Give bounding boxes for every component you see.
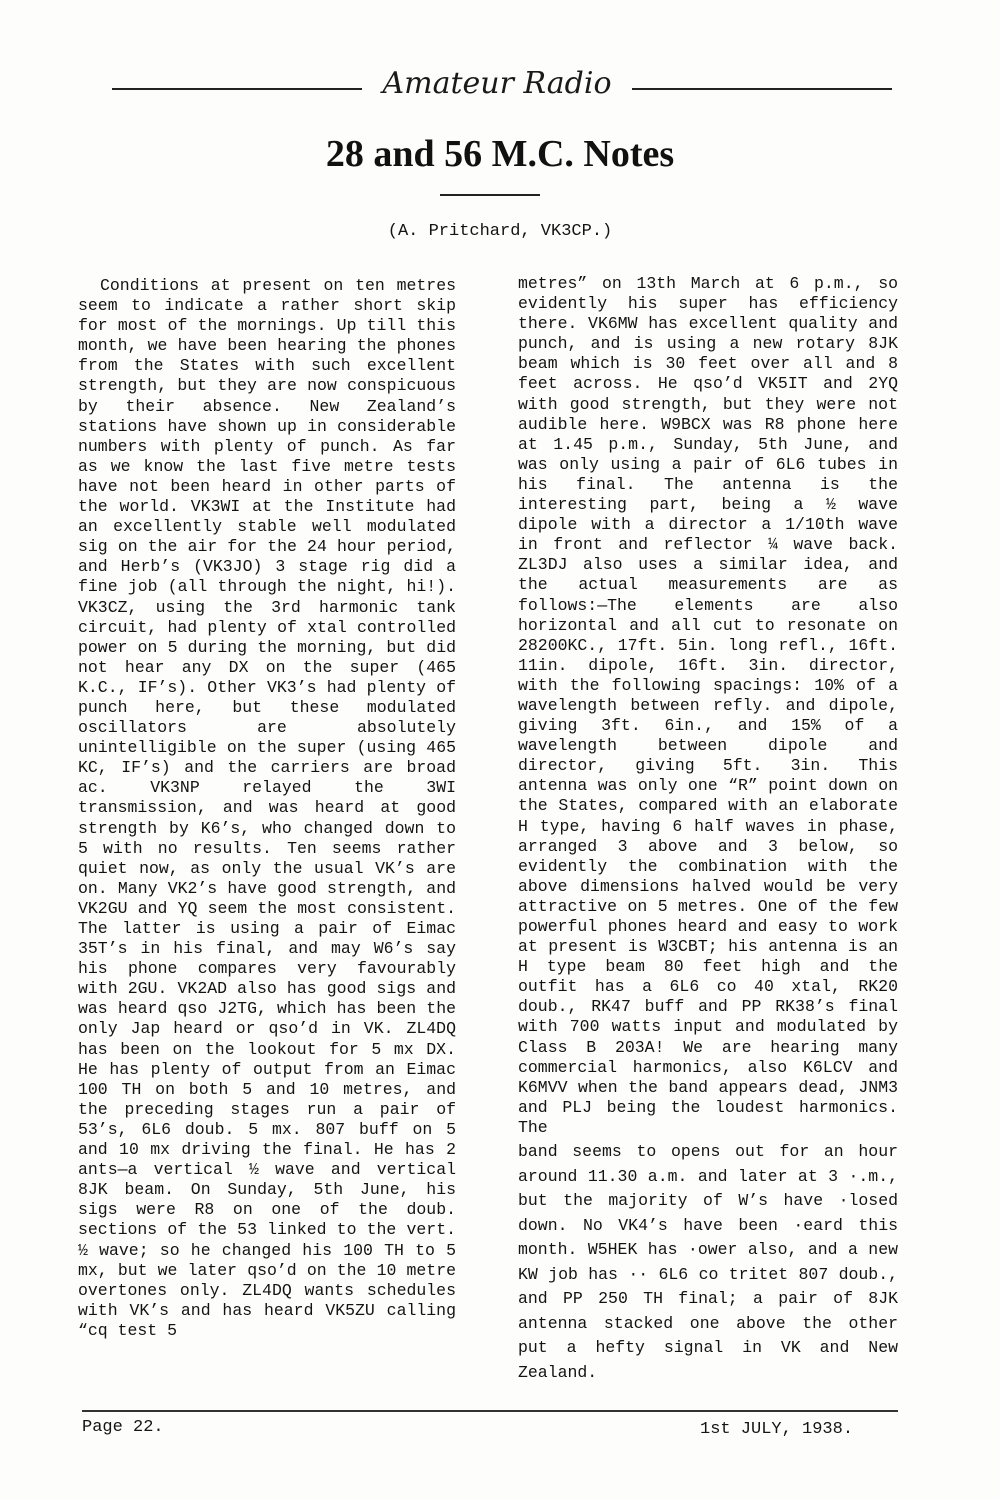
article-title: 28 and 56 M.C. Notes (325, 133, 675, 175)
left-column-text: Conditions at present on ten metres seem to indicate a rather short skip for most of the mornings. Up till this month, we have been hearing the phones from the States with such excellent strength, but they are now conspicuous by their absence. New Zealand’s stations have shown up in considerable numbers with plenty of punch. As far as we know the last five metre tests have not been heard in other parts of the world. VK3WI at the Institute had an excellently stable well modulated sig on the air for the 24 hour period, and Herb’s (VK3JO) 3 stage rig did a fine job (all through the night, hi!). VK3CZ, using the 3rd harmonic tank circuit, had plenty of xtal controlled power on 5 during the morning, but did not hear any DX on the super (465 K.C., IF’s). Other VK3’s had plenty of punch here, but these modulated oscillators are absolutely unintelligible on the super (using 465 KC, IF’s) and the carriers are broad ac. VK3NP relayed the 3WI transmission, and was heard at good strength by K6’s, who changed down to 5 with no results. Ten seems rather quiet now, as only the usual VK’s are on. Many VK2’s have good strength, and VK2GU and YQ seem the most consistent. The latter is using a pair of Eimac 35T’s in his final, and may W6’s say his phone compares very favourably with 2GU. VK2AD also has good sigs and was heard qso J2TG, which has been the only Jap heard or qso’d in VK. ZL4DQ has been on the lookout for 5 mx DX. He has plenty of output from an Eimac 100 TH on both 5 and 10 metres, and the preceding stages run a pair of 53’s, 6L6 doub. 5 mx. 807 buff on 5 and 10 mx driving the final. He has 2 ants—a vertical ½ wave and vertical 8JK beam. On Sunday, 5th June, his sigs were R8 on one of the doub. sections of the 53 linked to the vert. ½ wave; so he changed his 100 TH to 5 mx, but we later qso’d on the 10 metre overtones only. ZL4DQ wants schedules with VK’s and has heard VK5ZU calling “cq test 5 (78, 276, 456, 1340)
right-column (518, 274, 898, 1385)
left-column (78, 276, 456, 1341)
right-column-tail-text: band seems to opens out for an hour around 11.30 a.m. and later at 3 ·.m., but the majority of W’s have ·losed down. No VK4’s have been ·eard this month. W5HEK has ·ower also, and a new KW job has ·· 6L6 co tritet 807 doub., and PP 250 TH final; a pair of 8JK antenna stacked one above the other put a hefty signal in VK and New Zealand. (518, 1142, 898, 1382)
article-byline: (A. Pritchard, VK3CP.) (387, 222, 613, 241)
masthead-title: Amateur Radio (382, 66, 612, 101)
right-column-text: metres” on 13th March at 6 p.m., so evidently his super has efficiency there. VK6MW has excellent quality and punch, and is using a new rotary 8JK beam which is 30 feet over all and 8 feet across. He qso’d VK5IT and 2YQ with good strength, but they were not audible here. W9BCX was R8 phone here at 1.45 p.m., Sunday, 5th June, and was only using a pair of 6L6 tubes in his final. The antenna is the interesting part, being a ½ wave dipole with a director a 1/10th wave in front and reflector ¼ wave back. ZL3DJ also uses a similar idea, and the actual measurements are as follows:—The elements are also horizontal and all cut to resonate on 28200KC., 17ft. 5in. long refl., 16ft. 11in. dipole, 16ft. 3in. director, with the following spacings: 10% of a wavelength between refly. and dipole, giving 3ft. 6in., and 15% of a wavelength between dipole and director, giving 5ft. 3in. This antenna was only one “R” point down on the States, compared with an elaborate H type, having 6 half waves in phase, arranged 3 above and 3 below, so evidently the combination with the above dimensions halved would be very attractive on 5 metres. One of the few powerful phones heard and easy to work at present is W3CBT; his antenna is an H type beam 80 feet high and the outfit has a 6L6 co 40 xtal, RK20 doub., RK47 buff and PP RK38’s final with 700 watts input and modulated by Class B 203A! We are hearing many commercial harmonics, also K6LCV and K6MVV when the band appears dead, JNM3 and PLJ being the loudest harmonics. The (518, 274, 898, 1137)
masthead-rule-left (112, 88, 362, 90)
footer-divider (82, 1410, 898, 1412)
page-number: Page 22. (82, 1418, 164, 1437)
issue-date: 1st JULY, 1938. (700, 1420, 854, 1439)
masthead (112, 66, 912, 106)
title-divider (440, 194, 540, 196)
masthead-rule-right (632, 88, 892, 90)
